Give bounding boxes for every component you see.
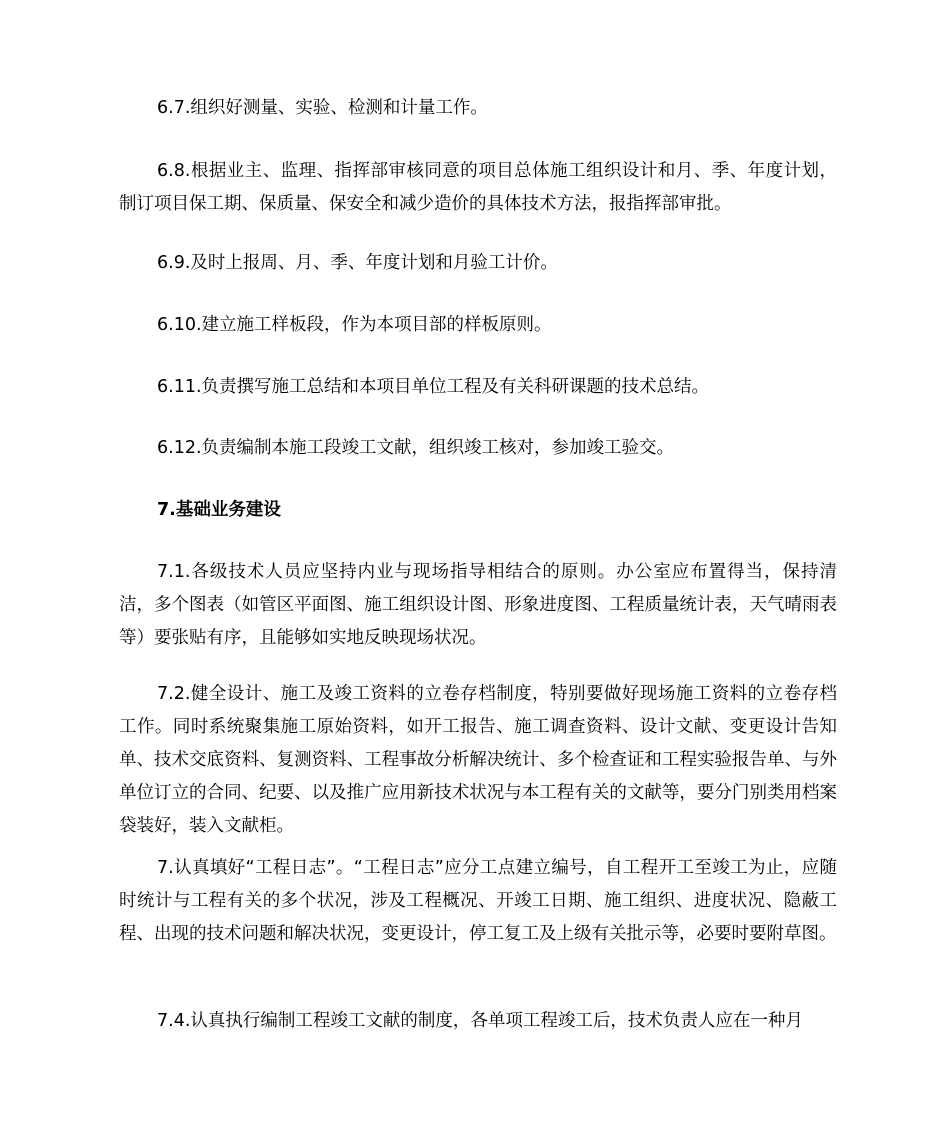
paragraph-6-8: 6.8.根据业主、监理、指挥部审核同意的项目总体施工组织设计和月、季、年度计划，制订项目保工期、保质量、保安全和减少造价的具体技术方法，报指挥部审批。 (119, 161, 837, 214)
paragraph-6-7: 6.7.组织好测量、实验、检测和计量工作。 (157, 98, 488, 118)
paragraph-7-3: 7.认真填好“工程日志”。“工程日志”应分工点建立编号，自工程开工至竣工为止，应随时统计与工程有关的多个状况，涉及工程概况、开竣工日期、施工组织、进度状况、隐蔽工程、出现的技术问题和解决状况，变更设计，停工复工及上级有关批示等，必要时要附草图。 (119, 858, 837, 944)
paragraph-6-9: 6.9.及时上报周、月、季、年度计划和月验工计价。 (157, 253, 558, 273)
paragraph-7-2: 7.2.健全设计、施工及竣工资料的立卷存档制度，特别要做好现场施工资料的立卷存档工作。同时系统聚集施工原始资料，如开工报告、施工调查资料、设计文献、变更设计告知单、技术交底资料、复测资料、工程事故分析解决统计、多个检查证和工程实验报告单、与外单位订立的合同、纪要、以及推广应用新技术状况与本工程有关的文献等，要分门别类用档案袋装好，装入文献柜。 (119, 684, 837, 836)
paragraph-6-11: 6.11.负责撰写施工总结和本项目单位工程及有关科研课题的技术总结。 (157, 377, 710, 397)
paragraph-6-12: 6.12.负责编制本施工段竣工文献，组织竣工核对，参加竣工验交。 (157, 438, 675, 458)
paragraph-6-10: 6.10.建立施工样板段，作为本项目部的样板原则。 (157, 315, 552, 335)
section-heading-7: 7.基础业务建设 (157, 500, 281, 520)
paragraph-7-1: 7.1.各级技术人员应坚持内业与现场指导相结合的原则。办公室应布置得当，保持清洁，多个图表（如管区平面图、施工组织设计图、形象进度图、工程质量统计表，天气晴雨表等）要张贴有序，且能够如实地反映现场状况。 (119, 562, 837, 648)
paragraph-7-4: 7.4.认真执行编制工程竣工文献的制度，各单项工程竣工后，技术负责人应在一种月 (157, 1011, 803, 1031)
